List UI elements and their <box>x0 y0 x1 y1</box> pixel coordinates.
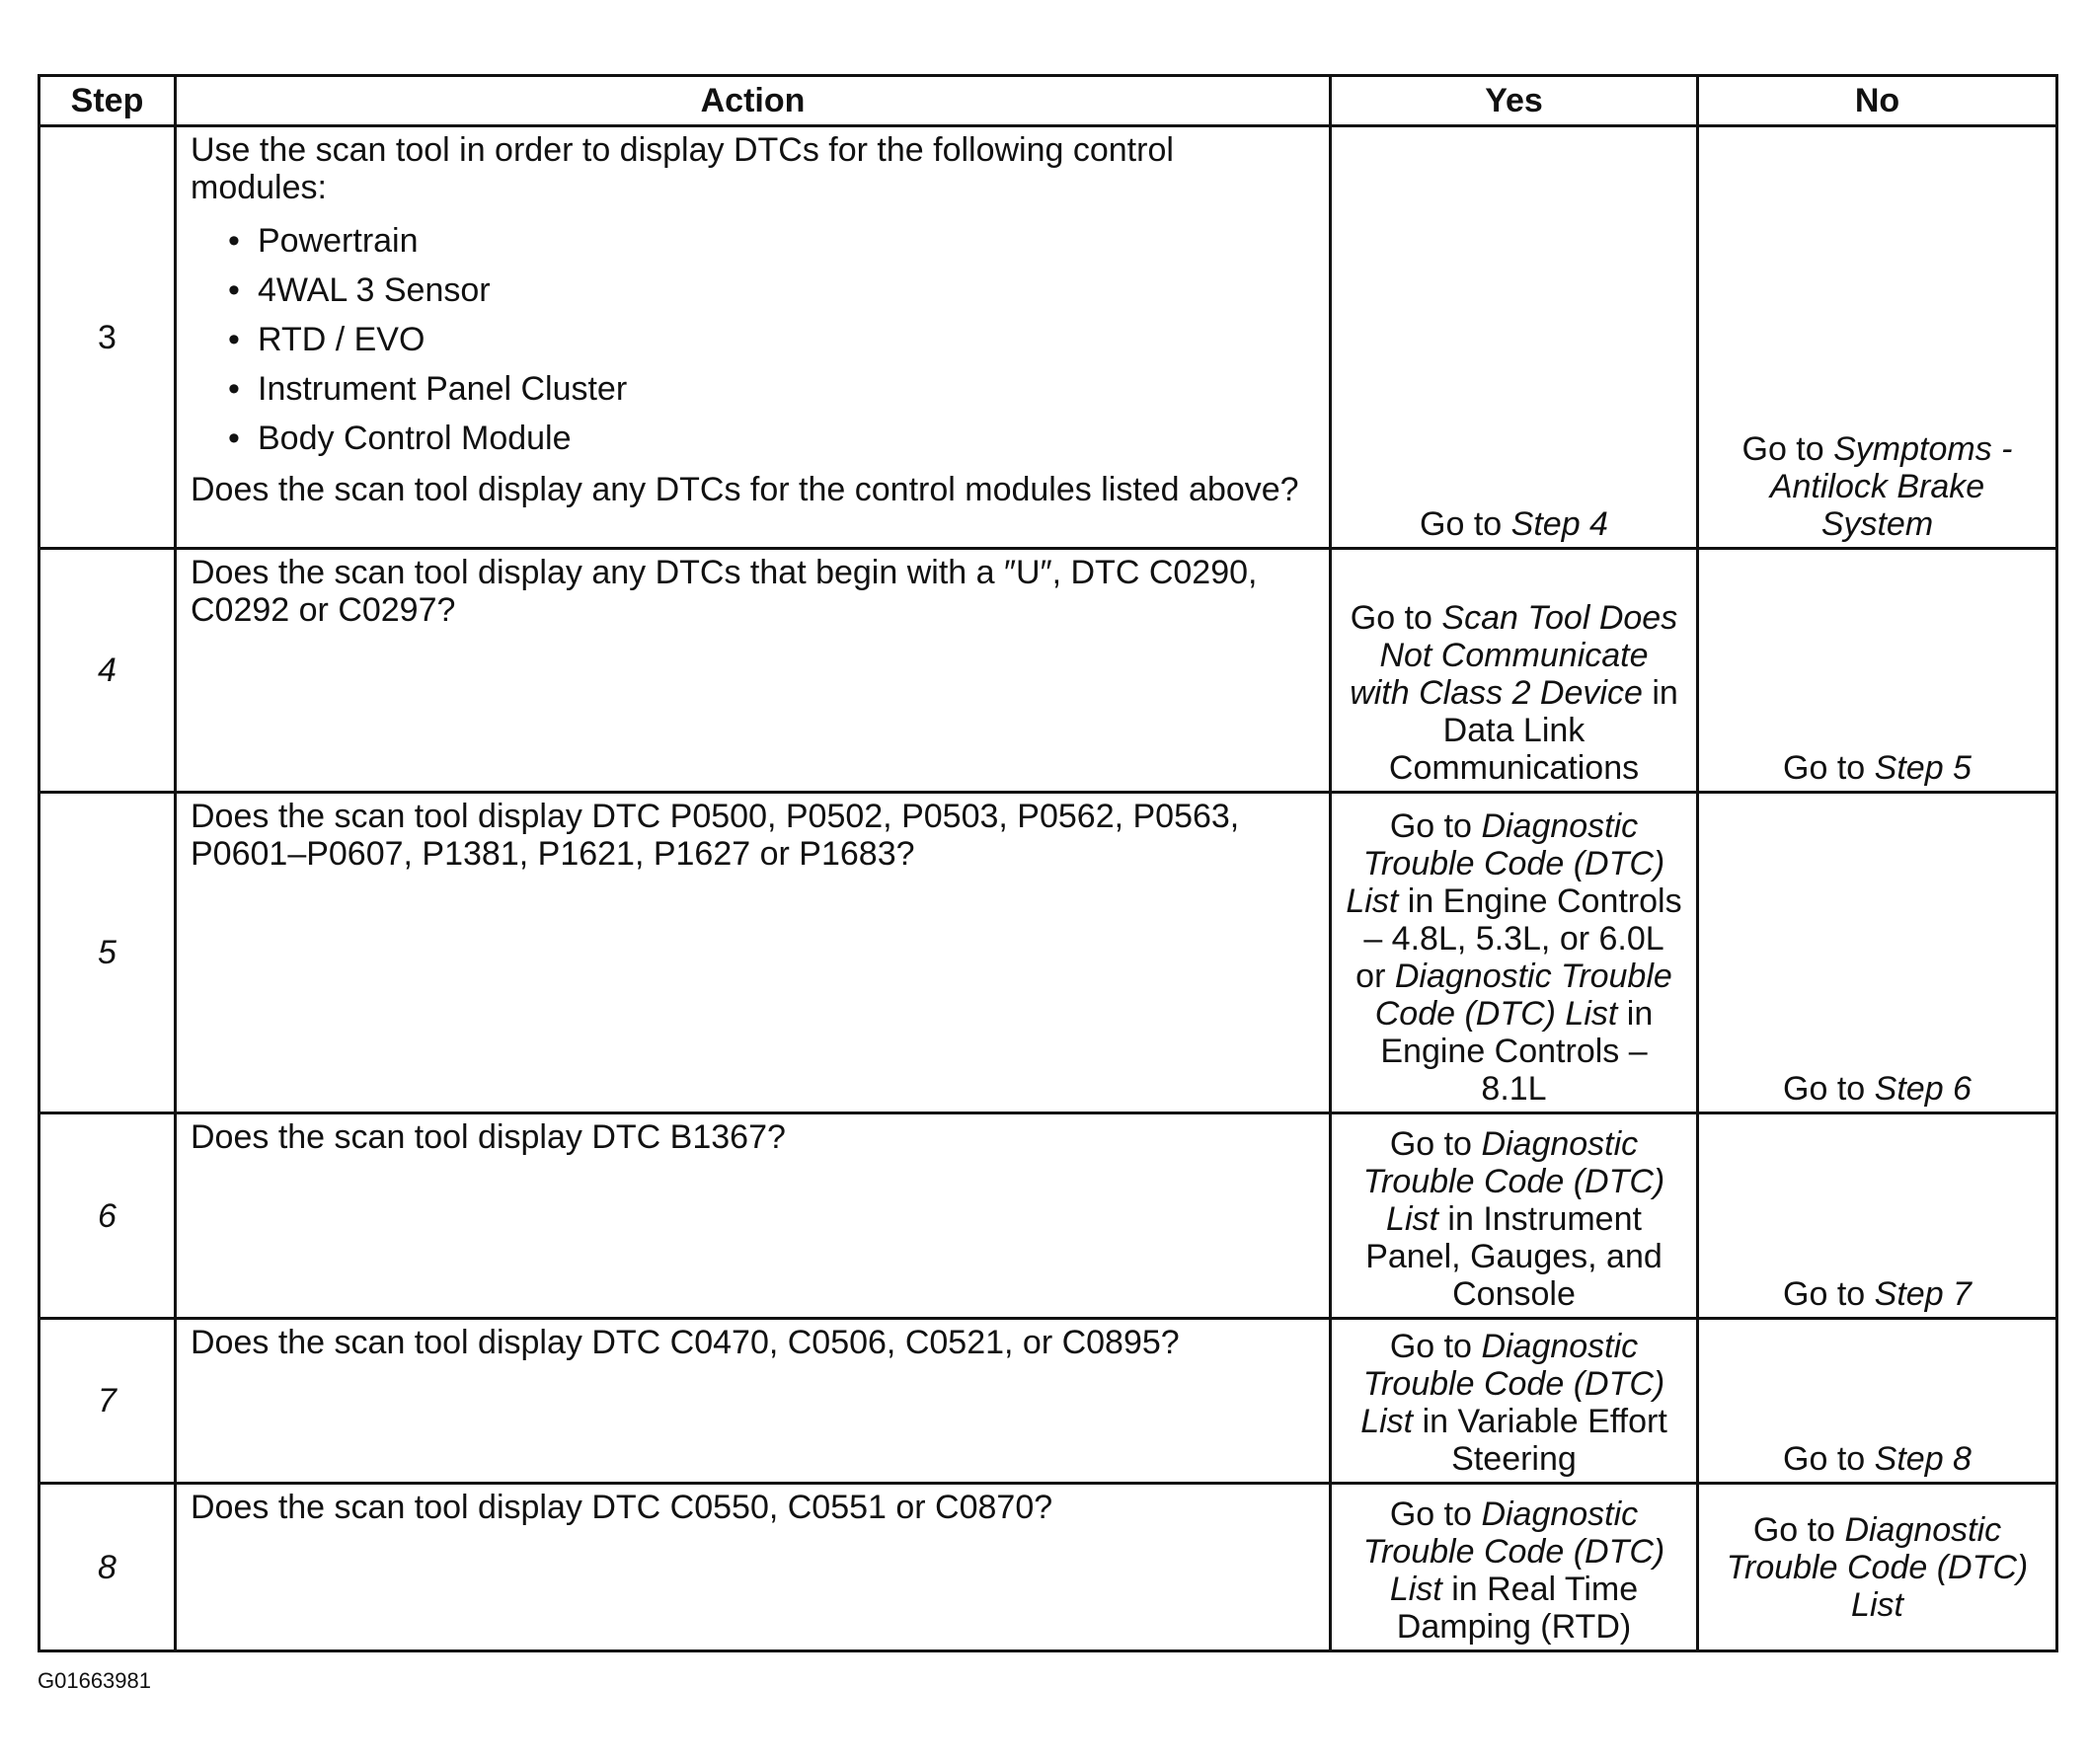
table-row <box>39 1319 2057 1484</box>
action-cell: Does the scan tool display DTC P0500, P0502, P0503, P0562, P0563, P0601–P0607, P1381, P1621, P1627 or P1683? <box>176 793 1331 1113</box>
yes-prefix: Go to <box>1420 505 1503 543</box>
yes-reference: Diagnostic Trouble Code (DTC) List <box>1362 1125 1665 1238</box>
no-prefix: Go to <box>1783 749 1866 787</box>
yes-prefix: Go to <box>1389 1496 1472 1533</box>
no-prefix: Go to <box>1783 1440 1866 1478</box>
table-row <box>39 1484 2057 1651</box>
header-yes: Yes <box>1331 76 1698 126</box>
no-prefix: Go to <box>1783 1275 1866 1313</box>
no-prefix: Go to <box>1741 430 1824 468</box>
header-no: No <box>1698 76 2057 126</box>
yes-reference-2: Diagnostic Trouble Code (DTC) List <box>1374 958 1672 1033</box>
yes-suffix: in Variable Effort Steering <box>1422 1403 1667 1478</box>
yes-suffix: in Instrument Panel, Gauges, and Console <box>1365 1200 1663 1313</box>
action-cell: Does the scan tool display any DTCs that begin with a ″U″, DTC C0290, C0292 or C0297? <box>176 549 1331 793</box>
yes-suffix: in Data Link Communications <box>1388 674 1678 787</box>
no-reference: Step 5 <box>1874 749 1972 787</box>
table-row <box>39 549 2057 793</box>
yes-prefix: Go to <box>1389 807 1472 845</box>
step-number: 8 <box>39 1484 176 1651</box>
yes-reference: Diagnostic Trouble Code (DTC) List <box>1346 807 1665 920</box>
action-question: Does the scan tool display any DTCs for the control modules listed above? <box>191 471 1299 508</box>
step-number: 6 <box>39 1113 176 1319</box>
list-item: • RTD / EVO <box>228 315 1315 364</box>
module-list <box>191 216 1315 463</box>
no-cell <box>1698 549 2057 793</box>
table-header-row <box>39 76 2057 126</box>
yes-reference: Step 4 <box>1510 505 1608 543</box>
list-item: • Body Control Module <box>228 414 1315 463</box>
yes-middle: in Engine Controls – 4.8L, 5.3L, or 6.0L or <box>1355 882 1682 995</box>
no-reference: Step 6 <box>1874 1070 1972 1108</box>
diagnostic-table <box>38 74 2058 1652</box>
no-reference: Step 7 <box>1874 1275 1972 1313</box>
step-number: 7 <box>39 1319 176 1484</box>
yes-prefix: Go to <box>1389 1328 1472 1365</box>
yes-cell <box>1331 1319 1698 1484</box>
figure-id-caption: G01663981 <box>38 1668 151 1693</box>
list-item: • Powertrain <box>228 216 1315 266</box>
yes-prefix: Go to <box>1350 599 1432 637</box>
list-item: • 4WAL 3 Sensor <box>228 266 1315 315</box>
no-cell <box>1698 793 2057 1113</box>
no-cell <box>1698 1113 2057 1319</box>
yes-cell <box>1331 1113 1698 1319</box>
action-cell: Does the scan tool display DTC C0470, C0506, C0521, or C0895? <box>176 1319 1331 1484</box>
step-number: 3 <box>39 126 176 549</box>
no-prefix: Go to <box>1783 1070 1866 1108</box>
yes-cell <box>1331 793 1698 1113</box>
yes-cell <box>1331 1484 1698 1651</box>
yes-cell <box>1331 126 1698 549</box>
header-action: Action <box>176 76 1331 126</box>
no-reference: Symptoms - Antilock Brake System <box>1769 430 2013 543</box>
no-cell <box>1698 1319 2057 1484</box>
yes-reference: Diagnostic Trouble Code (DTC) List <box>1360 1328 1665 1440</box>
no-prefix: Go to <box>1752 1510 1835 1549</box>
table-row <box>39 1113 2057 1319</box>
yes-suffix: in Real Time Damping (RTD) <box>1396 1571 1639 1646</box>
step-number: 5 <box>39 793 176 1113</box>
no-reference: Diagnostic Trouble Code (DTC) List <box>1726 1510 2029 1624</box>
header-step: Step <box>39 76 176 126</box>
yes-prefix: Go to <box>1389 1125 1472 1163</box>
yes-suffix: in Engine Controls – 8.1L <box>1380 995 1654 1108</box>
yes-reference: Scan Tool Does Not Communicate with Class 2 Device <box>1350 599 1678 712</box>
action-cell <box>176 126 1331 549</box>
action-cell: Does the scan tool display DTC B1367? <box>176 1113 1331 1319</box>
table-row <box>39 793 2057 1113</box>
action-cell: Does the scan tool display DTC C0550, C0551 or C0870? <box>176 1484 1331 1651</box>
step-number: 4 <box>39 549 176 793</box>
list-item: • Instrument Panel Cluster <box>228 364 1315 414</box>
no-cell <box>1698 1484 2057 1651</box>
yes-cell <box>1331 549 1698 793</box>
table-row <box>39 126 2057 549</box>
no-reference: Step 8 <box>1874 1440 1972 1478</box>
no-cell <box>1698 126 2057 549</box>
yes-reference: Diagnostic Trouble Code (DTC) List <box>1362 1496 1665 1608</box>
action-intro: Use the scan tool in order to display DTCs for the following control modules: <box>191 131 1174 206</box>
